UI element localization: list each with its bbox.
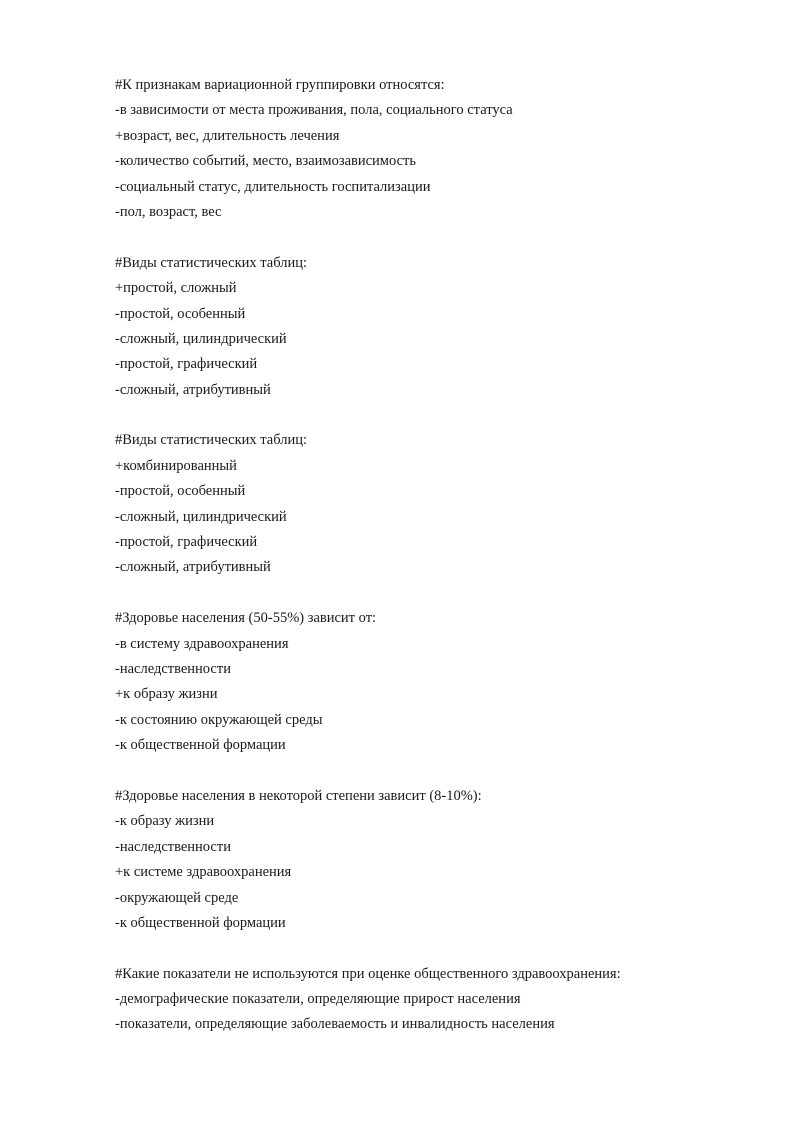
question-block [115,73,755,225]
document-content [115,73,755,1063]
answer-option: -простой, особенный [115,305,246,322]
question-text: #Виды статистических таблиц: [115,432,308,449]
answer-option: -к состоянию окружающей среды [115,711,323,728]
question-text: #Здоровье населения в некоторой степени зависит (8-10%): [115,787,482,804]
question-block [115,784,755,936]
answer-option: -в зависимости от места проживания, пола, социального статуса [115,102,513,119]
answer-option: -наследственности [115,660,231,677]
answer-option: -количество событий, место, взаимозависимость [115,153,416,170]
answer-option: -окружающей среде [115,889,239,906]
question-block [115,962,755,1038]
question-block [115,606,755,758]
answer-option: -демографические показатели, определяющие прирост населения [115,991,521,1008]
answer-option: -к общественной формации [115,737,286,754]
answer-option: -простой, особенный [115,483,246,500]
question-text: #Какие показатели не используются при оценке общественного здравоохранения: [115,965,621,982]
answer-option: +к системе здравоохранения [115,864,292,881]
answer-option: -социальный статус, длительность госпитализации [115,178,431,195]
answer-option: -к образу жизни [115,813,215,830]
answer-option: -простой, графический [115,356,258,373]
question-block [115,428,755,580]
answer-option: -показатели, определяющие заболеваемость и инвалидность населения [115,1016,555,1033]
question-text: #Виды статистических таблиц: [115,254,308,271]
answer-option: -наследственности [115,838,231,855]
answer-option: -в систему здравоохранения [115,635,289,652]
answer-option: +возраст, вес, длительность лечения [115,127,340,144]
answer-option: +комбинированный [115,457,237,474]
answer-option: -сложный, цилиндрический [115,508,287,525]
question-text: #К признакам вариационной группировки относятся: [115,77,445,93]
question-text: #Здоровье населения (50-55%) зависит от: [115,610,377,627]
answer-option: -сложный, атрибутивный [115,559,271,576]
answer-option: +к образу жизни [115,686,218,703]
answer-option: -простой, графический [115,534,258,551]
answer-option: -сложный, цилиндрический [115,330,287,347]
question-block [115,251,755,403]
answer-option: -сложный, атрибутивный [115,381,271,398]
answer-option: -к общественной формации [115,914,286,931]
answer-option: +простой, сложный [115,280,237,297]
answer-option: -пол, возраст, вес [115,203,222,220]
